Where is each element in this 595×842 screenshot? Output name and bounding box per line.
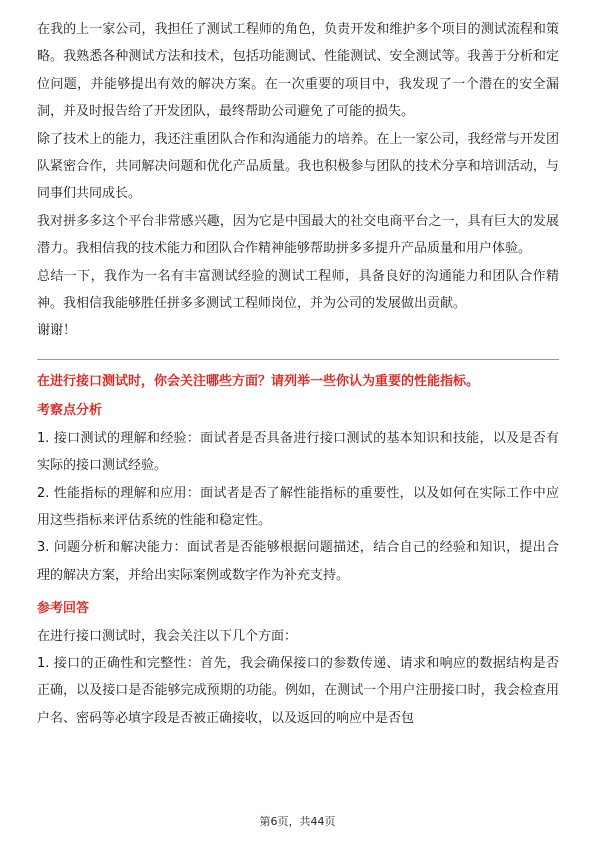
reference-heading: 参考回答	[37, 601, 90, 617]
intro-closing: 谢谢！	[37, 323, 77, 339]
section-divider	[37, 359, 559, 360]
intro-paragraph-2: 除了技术上的能力，我还注重团队合作和沟通能力的培养。在上一家公司，我经常与开发团队紧密合作，共同解决问题和优化产品质量。我也积极参与团队的技术分享和培训活动，与同事们共同成长。	[37, 131, 559, 202]
analysis-item-2: 2. 性能指标的理解和应用：面试者是否了解性能指标的重要性，以及如何在实际工作中应用这些指标来评估系统的性能和稳定性。	[37, 485, 559, 528]
analysis-heading: 考察点分析	[37, 403, 103, 419]
page-content	[37, 16, 559, 732]
question-title: 在进行接口测试时，你会关注哪些方面？请列举一些你认为重要的性能指标。	[37, 373, 480, 389]
intro-paragraph-3: 我对拼多多这个平台非常感兴趣，因为它是中国最大的社交电商平台之一，具有巨大的发展潜力。我相信我的技术能力和团队合作精神能够帮助拼多多提升产品质量和用户体验。	[37, 213, 559, 257]
reference-paragraph-1: 在进行接口测试时，我会关注以下几个方面：	[37, 628, 298, 644]
intro-paragraph-1: 在我的上一家公司，我担任了测试工程师的角色，负责开发和维护多个项目的测试流程和策略。我熟悉各种测试方法和技术，包括功能测试、性能测试、安全测试等。我善于分析和定位问题，并能够提出有效的解决方案。在一次重要的项目中，我发现了一个潜在的安全漏洞，并及时报告给了开发团队，最终帮助公司避免了可能的损失。	[37, 22, 559, 120]
analysis-item-1: 1. 接口测试的理解和经验：面试者是否具备进行接口测试的基本知识和技能，以及是否有实际的接口测试经验。	[37, 430, 559, 474]
intro-paragraph-4: 总结一下，我作为一名有丰富测试经验的测试工程师，具备良好的沟通能力和团队合作精神。我相信我能够胜任拼多多测试工程师岗位，并为公司的发展做出贡献。	[37, 268, 559, 312]
page-number: 第6页，共44页	[259, 815, 336, 828]
reference-paragraph-2: 1. 接口的正确性和完整性：首先，我会确保接口的参数传递、请求和响应的数据结构是否正确，以及接口是否能够完成预期的功能。例如，在测试一个用户注册接口时，我会检查用户名、密码等必填字段是否被正确接收，以及返回的响应中是否包	[37, 655, 559, 726]
analysis-item-3: 3. 问题分析和解决能力：面试者是否能够根据问题描述，结合自己的经验和知识，提出合理的解决方案，并给出实际案例或数字作为补充支持。	[37, 540, 559, 583]
